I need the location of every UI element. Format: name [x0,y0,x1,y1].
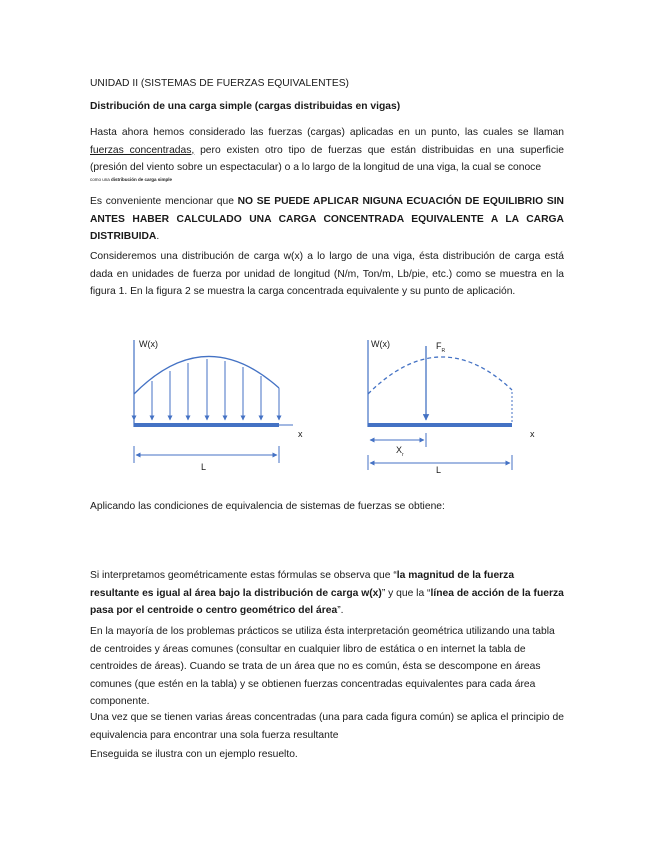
interp-text-b: ” y que la “ [381,587,431,599]
fig2-w-label: W(x) [371,339,390,349]
fig2-x-label: x [530,429,535,439]
fig2-length-label: L [436,465,442,475]
warning-text-a: Es conveniente mencionar que [90,196,238,207]
fig1-length-label: L [201,462,207,472]
concentrated-forces-term: fuerzas concentradas, [90,144,195,156]
warning-text-bold: NO SE PUEDE APLICAR NIGUNA ECUACIÓN DE EQUILIBRIO SIN ANTES HABER CALCULADO UNA CARGA CONCENTRADA EQUIVALENTE A LA CARGA DISTRIBUIDA [90,196,564,242]
force-subscript: R [441,348,446,354]
equivalence-principle-paragraph: Una vez que se tienen varias áreas concentradas (una para cada figura común) se aplica el principio de equivalencia para encontrar una sola fuerza resultante [90,712,564,741]
xr-subscript: r [402,452,404,458]
centroid-table-paragraph: En la mayoría de los problemas prácticos se utiliza ésta interpretación geométrica utilizando una tabla de centroides y áreas comunes (consultar en cualquier libro de estática o en internet la tabla de centroides de áreas). Cuando se trata de un área que no es común, ésta se descompone en áreas comunes (que estén en la tabla) y se obtienen fuerzas concentradas equivalentes para cada área componente. [90,626,555,707]
xr-symbol: X [396,445,403,455]
fig2-force-label [436,341,446,354]
fig2-dashed-load-curve [368,357,512,394]
distribution-paragraph: Consideremos una distribución de carga w(x) a lo largo de una viga, ésta distribución de carga está dada en unidades de fuerza por unidad de longitud (N/m, Ton/m, Lb/pie, etc.) como se muestra en la figura 1. En la figura 2 se muestra la carga concentrada equivalente y su punto de aplicación. [90,251,564,297]
interp-bold-2: línea de acción de la fuerza pasa por el centroide o centro geométrico del área [90,587,564,616]
interp-text-a: Si interpretamos geométricamente estas fórmulas se observa que “ [90,570,397,581]
warning-text-b: . [156,231,160,242]
section-title: Distribución de una carga simple (cargas distribuidas en vigas) [90,101,401,112]
fig1-x-label: x [298,429,303,439]
interp-bold-1: la magnitud de la fuerza resultante es igual al área bajo la distribución de carga w(x) [90,570,515,599]
intro-text-a: Hasta ahora hemos considerado las fuerzas (cargas) aplicadas en un punto, las cuales se llaman [90,127,564,138]
geometric-interpretation-paragraph [90,567,564,620]
equivalence-intro: Aplicando las condiciones de equivalencia de sistemas de fuerzas se obtiene: [90,501,445,512]
unit-heading: UNIDAD II (SISTEMAS DE FUERZAS EQUIVALENTES) [90,78,349,89]
fig1-load-arrows [134,359,279,420]
small-text-a: como una [90,177,112,182]
force-symbol: F [436,341,442,351]
example-intro: Enseguida se ilustra con un ejemplo resuelto. [90,749,298,760]
fig2-beam [368,423,512,427]
fig1-w-label: W(x) [139,339,158,349]
fig2-xr-label [396,445,404,458]
figure-1-distributed-load [134,339,303,472]
figure-2-equivalent-force [368,339,535,475]
small-text-bold: distribución de carga simple [111,177,173,182]
fig1-beam [134,423,279,427]
intro-text-b: pero existen otro tipo de fuerzas que están distribuidas en una superficie (presión del viento sobre un espectacular) o a lo largo de la longitud de una viga, la cual se conoce [90,144,564,173]
interp-text-c: ”. [337,605,344,616]
